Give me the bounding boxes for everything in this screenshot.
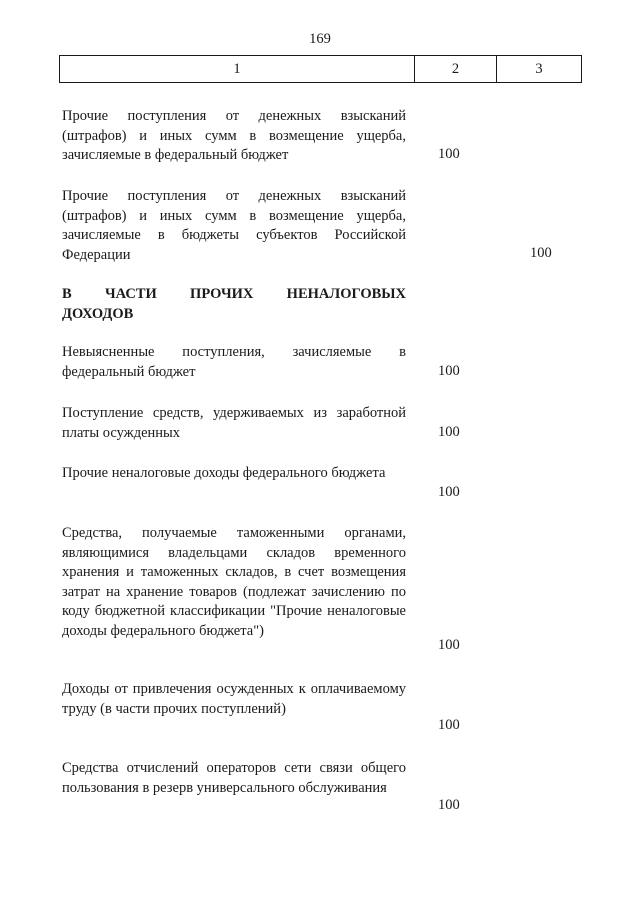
revenue-share-col2: 100 bbox=[438, 146, 460, 162]
revenue-description: Поступление средств, удерживаемых из заработной платы осужденных bbox=[62, 405, 406, 441]
revenue-row bbox=[62, 524, 406, 641]
revenue-share-col2: 100 bbox=[438, 363, 460, 379]
revenue-description: Прочие неналоговые доходы федерального бюджета bbox=[62, 465, 386, 481]
page-number: 169 bbox=[309, 31, 331, 47]
revenue-share-col2: 100 bbox=[438, 797, 460, 813]
column-header-1: 1 bbox=[60, 56, 415, 83]
section-heading bbox=[62, 284, 406, 324]
revenue-share-col2: 100 bbox=[438, 424, 460, 440]
revenue-description: Доходы от привлечения осужденных к оплачиваемому труду (в части прочих поступлений) bbox=[62, 681, 406, 717]
section-heading-line2: ДОХОДОВ bbox=[62, 306, 134, 322]
revenue-description: Средства отчислений операторов сети связи общего пользования в резерв универсального обслуживания bbox=[62, 760, 406, 796]
column-header-3: 3 bbox=[497, 56, 582, 83]
revenue-row bbox=[62, 680, 406, 719]
revenue-description: Прочие поступления от денежных взысканий (штрафов) и иных сумм в возмещение ущерба, зачисляемые в федеральный бюджет bbox=[62, 108, 406, 163]
revenue-row bbox=[62, 343, 406, 382]
revenue-description: Невыясненные поступления, зачисляемые в федеральный бюджет bbox=[62, 344, 406, 380]
revenue-description: Прочие поступления от денежных взысканий (штрафов) и иных сумм в возмещение ущерба, зачисляемые в бюджеты субъектов Российской Федерации bbox=[62, 188, 406, 263]
column-header-2: 2 bbox=[415, 56, 497, 83]
revenue-share-col2: 100 bbox=[438, 717, 460, 733]
revenue-row bbox=[62, 464, 406, 484]
revenue-share-col2: 100 bbox=[438, 637, 460, 653]
column-header-table bbox=[59, 55, 582, 83]
revenue-share-col2: 100 bbox=[438, 484, 460, 500]
revenue-row bbox=[62, 187, 406, 265]
revenue-description: Средства, получаемые таможенными органами, являющимися владельцами складов временного хранения и таможенных складов, в счет возмещения затрат на хранение товаров (подлежат зачислению по коду бюджетной классификации "Прочие неналоговые доходы федерального бюджета") bbox=[62, 525, 406, 639]
column-header-row bbox=[60, 56, 582, 83]
section-heading-line1: В ЧАСТИ ПРОЧИХ НЕНАЛОГОВЫХ bbox=[62, 286, 406, 302]
revenue-row bbox=[62, 404, 406, 443]
revenue-row bbox=[62, 759, 406, 798]
revenue-row bbox=[62, 107, 406, 166]
revenue-share-col3: 100 bbox=[530, 245, 552, 261]
